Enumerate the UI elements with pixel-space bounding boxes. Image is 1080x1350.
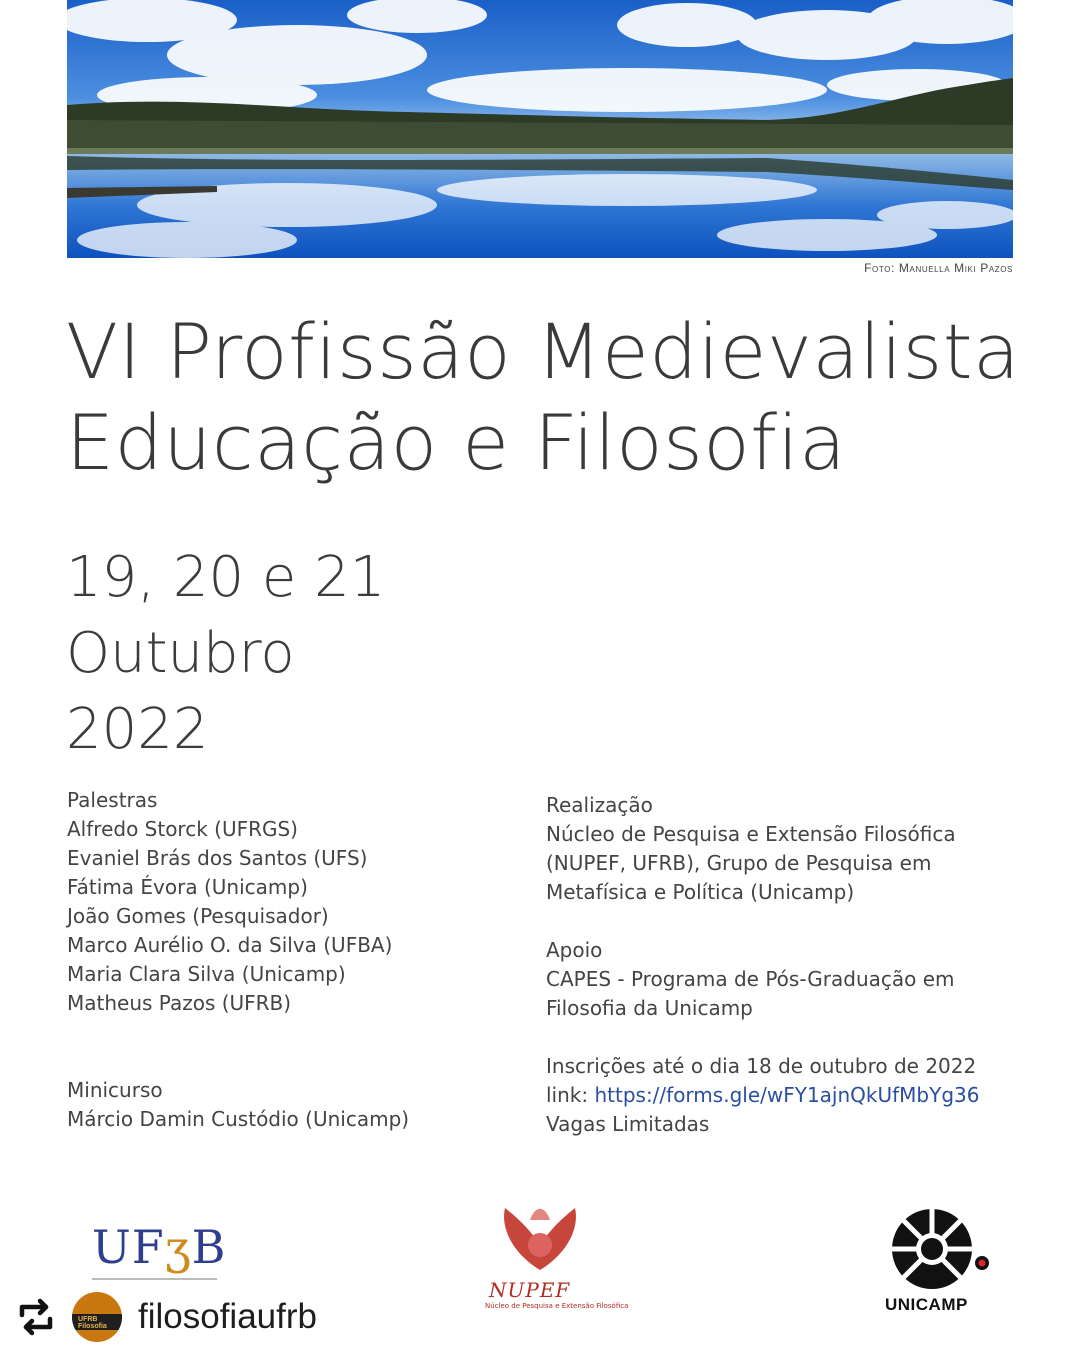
apoio-line: Filosofia da Unicamp <box>546 996 753 1020</box>
avatar[interactable] <box>72 1292 122 1342</box>
event-title-line-1: VI Profissão Medievalista <box>66 307 1021 396</box>
minicurso-speaker: Márcio Damin Custódio (Unicamp) <box>67 1107 410 1131</box>
nupef-emblem-icon <box>475 1200 605 1280</box>
palestras-heading: Palestras <box>67 788 158 812</box>
speaker-item: Evaniel Brás dos Santos (UFS) <box>67 846 368 870</box>
event-dates <box>66 540 385 768</box>
event-title <box>66 306 1020 488</box>
nupef-logo-subtitle: Núcleo de Pesquisa e Extensão Filosófica <box>485 1302 629 1310</box>
event-year: 2022 <box>66 697 209 762</box>
speaker-item: Alfredo Storck (UFRGS) <box>67 817 298 841</box>
inscricoes-link-row <box>546 1081 979 1110</box>
ufrb-logo <box>92 1220 232 1290</box>
vagas-note: Vagas Limitadas <box>546 1112 710 1136</box>
ufrb-logo-r: ʒ <box>164 1220 192 1274</box>
apoio-line: CAPES - Programa de Pós-Graduação em <box>546 967 955 991</box>
repost-attribution <box>14 1292 317 1342</box>
realizacao-line: Núcleo de Pesquisa e Extensão Filosófica <box>546 822 956 846</box>
speaker-item: Maria Clara Silva (Unicamp) <box>67 962 346 986</box>
unicamp-logo-label: UNICAMP <box>885 1295 968 1314</box>
registration-link[interactable]: https://forms.gle/wFY1ajnQkUfMbYg36 <box>594 1083 980 1107</box>
avatar-text: UFRB Filosofia <box>78 1316 107 1330</box>
apoio-heading: Apoio <box>546 938 603 962</box>
speaker-item: Matheus Pazos (UFRB) <box>67 991 292 1015</box>
repost-icon <box>14 1295 58 1339</box>
realizacao-heading: Realização <box>546 793 653 817</box>
realizacao-line: (NUPEF, UFRB), Grupo de Pesquisa em <box>546 851 932 875</box>
event-title-line-2: Educação e Filosofia <box>66 398 847 487</box>
link-label: link: <box>546 1083 595 1107</box>
ufrb-logo-b: B <box>191 1220 227 1274</box>
right-column <box>546 791 979 1139</box>
nupef-logo-label: NUPEF <box>489 1278 571 1302</box>
event-days: 19, 20 e 21 <box>66 545 386 610</box>
nupef-logo <box>475 1200 629 1320</box>
inscricoes-deadline: Inscrições até o dia 18 de outubro de 2022 <box>546 1054 977 1078</box>
photo-credit: Foto: Manuella Miki Pazos <box>864 261 1013 275</box>
left-column <box>67 786 409 1134</box>
header-photo <box>67 0 1013 258</box>
speaker-item: Marco Aurélio O. da Silva (UFBA) <box>67 933 393 957</box>
event-month: Outubro <box>66 621 295 686</box>
speaker-item: Fátima Évora (Unicamp) <box>67 875 308 899</box>
ufrb-logo-uf: UF <box>92 1220 165 1274</box>
unicamp-logo <box>880 1205 998 1315</box>
realizacao-line: Metafísica e Política (Unicamp) <box>546 880 855 904</box>
unicamp-emblem-icon <box>880 1205 998 1295</box>
minicurso-heading: Minicurso <box>67 1078 163 1102</box>
lake-landscape-image <box>67 0 1013 258</box>
speaker-item: João Gomes (Pesquisador) <box>67 904 329 928</box>
repost-username[interactable]: filosofiaufrb <box>138 1297 317 1336</box>
